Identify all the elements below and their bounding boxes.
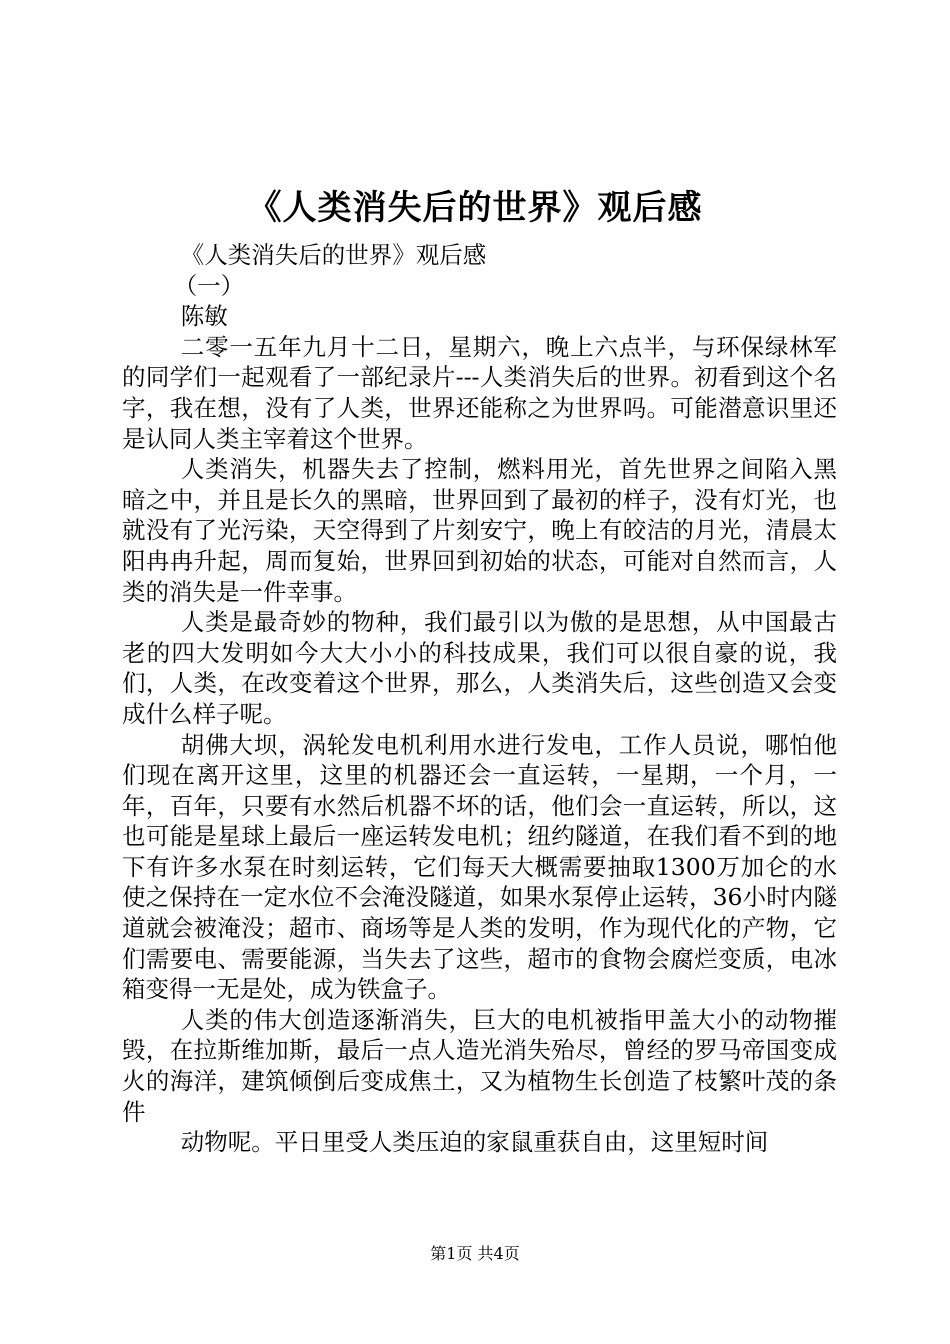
document-body — [122, 240, 837, 1158]
paragraph: 人类消失，机器失去了控制，燃料用光，首先世界之间陷入黑暗之中，并且是长久的黑暗，世界回到了最初的样子，没有灯光，也就没有了光污染，天空得到了片刻安宁，晚上有皎洁的月光，清晨太阳冉冉升起，周而复始，世界回到初始的状态，可能对自然而言，人类的消失是一件幸事。 — [122, 455, 837, 606]
paragraph: 人类的伟大创造逐渐消失，巨大的电机被指甲盖大小的动物摧毁，在拉斯维加斯，最后一点人造光消失殆尽，曾经的罗马帝国变成火的海洋，建筑倾倒后变成焦土，又为植物生长创造了枝繁叶茂的条件 — [122, 1005, 837, 1126]
paragraph: 动物呢。平日里受人类压迫的家鼠重获自由，这里短时间 — [180, 1128, 769, 1157]
document-title: 《人类消失后的世界》观后感 — [247, 188, 703, 228]
paragraph: 人类是最奇妙的物种，我们最引以为傲的是思想，从中国最古老的四大发明如今大大小小的科技成果，我们可以很自豪的说，我们，人类，在改变着这个世界，那么，人类消失后，这些创造又会变成什么样子呢。 — [122, 608, 837, 728]
paragraph: 胡佛大坝，涡轮发电机利用水进行发电，工作人员说，哪怕他们现在离开这里，这里的机器还会一直运转，一星期，一个月，一年，百年，只要有水然后机器不坏的话，他们会一直运转，所以，这也可能是星球上最后一座运转发电机；纽约隧道，在我们看不到的地下有许多水泵在时刻运转，它们每天大概需要抽取1300万加仑的水使之保持在一定水位不会淹没隧道，如果水泵停止运转，36小时内隧道就会被淹没；超市、商场等是人类的发明，作为现代化的产物，它们需要电、需要能源，当失去了这些，超市的食物会腐烂变质，电冰箱变得一无是处，成为铁盒子。 — [122, 730, 837, 1004]
page-footer: 第1页 共4页 — [430, 1244, 520, 1263]
section-label: （一） — [173, 271, 245, 300]
paragraph: 二零一五年九月十二日，星期六，晚上六点半，与环保绿林军的同学们一起观看了一部纪录片---人类消失后的世界。初看到这个名字，我在想，没有了人类，世界还能称之为世界吗。可能潜意识里还是认同人类主宰着这个世界。 — [122, 332, 837, 453]
author-name: 陈敏 — [180, 302, 228, 331]
document-subtitle: 《人类消失后的世界》观后感 — [180, 241, 487, 269]
